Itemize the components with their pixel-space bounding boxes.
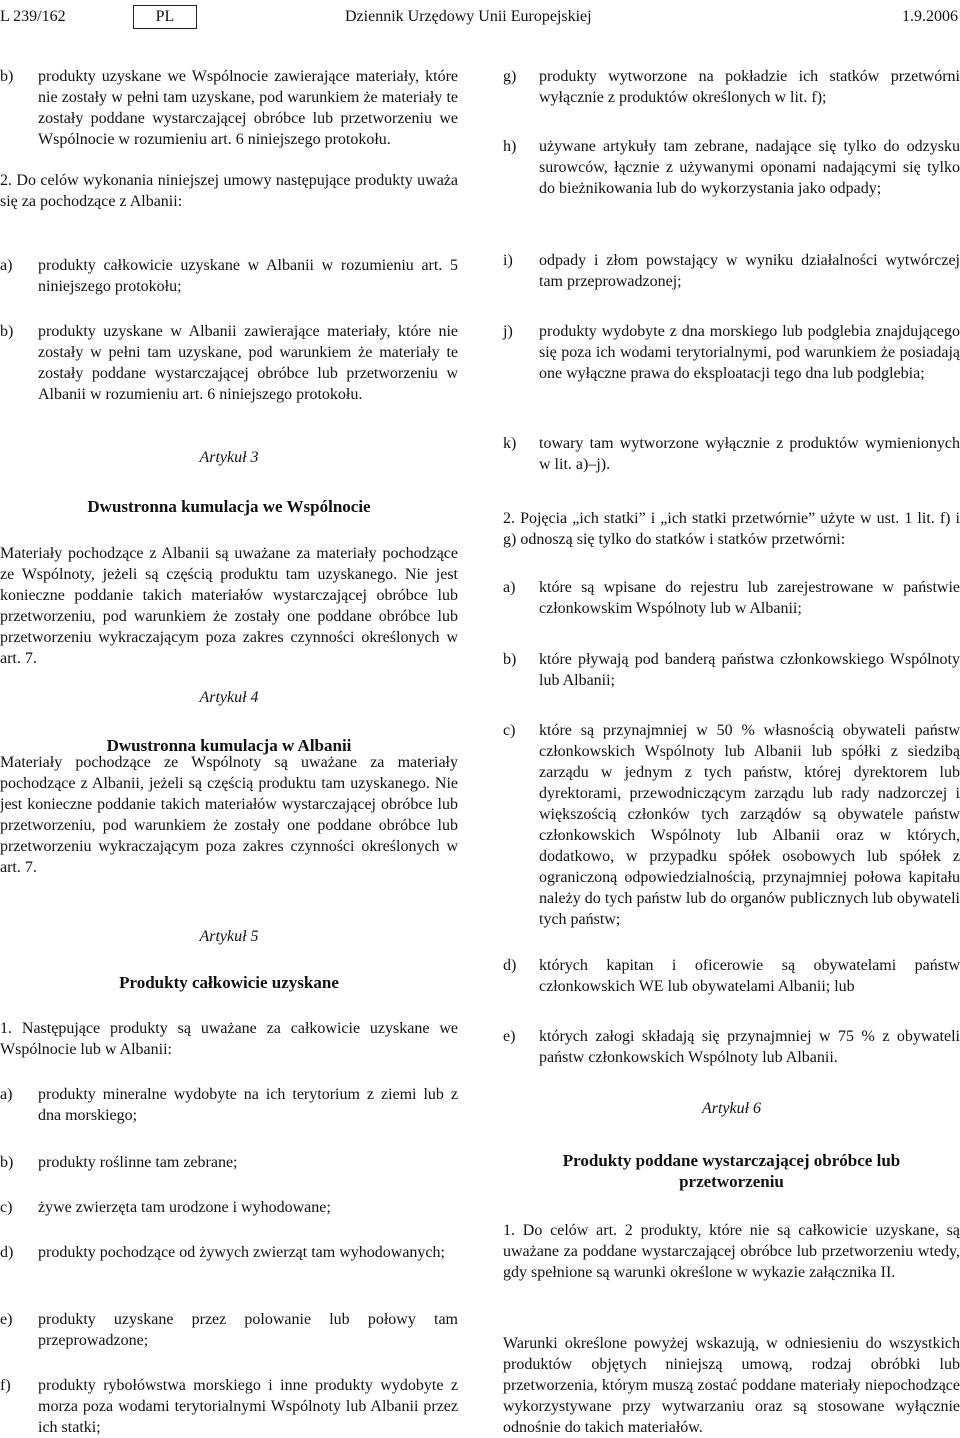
item-label: b) bbox=[0, 68, 14, 85]
item-text: odpady i złom powstający w wyniku działalności wytwórczej tam przeprowadzonej; bbox=[539, 252, 960, 290]
article-number: Artykuł 3 bbox=[199, 449, 259, 466]
item-text: produkty całkowicie uzyskane w Albanii w rozumieniu art. 5 niniejszego protokołu; bbox=[38, 257, 458, 295]
item-text: produkty wydobyte z dna morskiego lub podglebia znajdującego się poza ich wodami terytorialnymi, pod warunkiem że posiadają one wyłączne prawa do eksploatacji tego dna lub podglebia; bbox=[539, 323, 960, 382]
item-label: i) bbox=[503, 252, 513, 269]
item-label: g) bbox=[503, 68, 517, 85]
item-label: a) bbox=[0, 1086, 13, 1103]
item-text: których kapitan i oficerowie są obywatelami państw członkowskich WE lub obywatelami Albanii; lub bbox=[539, 957, 960, 995]
article-number: Artykuł 4 bbox=[199, 689, 259, 706]
item-label: f) bbox=[0, 1377, 11, 1394]
article-heading: Produkty całkowicie uzyskane bbox=[119, 973, 339, 992]
item-label: b) bbox=[0, 1154, 14, 1171]
item-text: produkty rybołówstwa morskiego i inne produkty wydobyte z morza poza wodami terytorialnymi Wspólnoty lub Albanii przez ich statki; bbox=[38, 1377, 458, 1436]
item-label: e) bbox=[0, 1311, 13, 1328]
item-text: które są wpisane do rejestru lub zarejestrowane w państwie członkowskim Wspólnoty lub w Albanii; bbox=[539, 579, 960, 617]
publication-date: 1.9.2006 bbox=[902, 8, 958, 25]
item-text: towary tam wytworzone wyłącznie z produktów wymienionych w lit. a)–j). bbox=[539, 435, 960, 473]
item-label: h) bbox=[503, 138, 517, 155]
article-heading: Dwustronna kumulacja w Albanii bbox=[106, 736, 352, 755]
item-text: produkty pochodzące od żywych zwierząt tam wyhodowanych; bbox=[38, 1244, 445, 1261]
article-paragraph: Materiały pochodzące z Albanii są uważane za materiały pochodzące ze Wspólnoty, jeżeli są częścią produktu tam uzyskanego. Nie jest konieczne poddanie takich materiałów wystarczającej obróbce lub przetworzeniu, pod warunkiem że zostały one poddane obróbce lub przetworzeniu wykraczającym poza zakres czynności określonych w art. 7. bbox=[0, 545, 458, 667]
article-paragraph: 1. Do celów art. 2 produkty, które nie są całkowicie uzyskane, są uważane za poddane wystarczającej obróbce lub przetworzeniu wtedy, gdy spełnione są warunki określone w wykazie załącznika II. bbox=[503, 1222, 960, 1281]
item-text: produkty uzyskane we Wspólnocie zawierające materiały, które nie zostały w pełni tam uzyskane, pod warunkiem że materiały te zostały poddane wystarczającej obróbce lub przetworzeniu we Wspólnocie w rozumieniu art. 6 niniejszego protokołu. bbox=[38, 68, 458, 148]
article-number: Artykuł 6 bbox=[701, 1100, 762, 1117]
item-label: k) bbox=[503, 435, 517, 452]
item-label: c) bbox=[0, 1199, 13, 1216]
journal-reference: L 239/162 bbox=[0, 8, 66, 25]
item-label: a) bbox=[503, 579, 516, 596]
item-label: b) bbox=[0, 323, 14, 340]
item-label: c) bbox=[503, 722, 516, 739]
item-text: które są przynajmniej w 50 % własnością obywateli państw członkowskich Wspólnoty lub Albanii lub spółki z siedzibą zarządu w jednym z tych państw, której dyrektorem lub dyrektorami, przewodniczącym zarządu lub rady nadzorczej i większością członków tych zarządów są obywatele państw członkowskich Wspólnoty lub Albanii oraz w których, dodatkowo, w przypadku spółek osobowych lub spółek z ograniczoną odpowiedzialnością, przynajmniej połowa kapitału należy do tych państw lub do organów publicznych lub obywateli tych państw; bbox=[539, 722, 960, 928]
item-text: które pływają pod banderą państwa członkowskiego Wspólnoty lub Albanii; bbox=[539, 651, 960, 689]
item-text: używane artykuły tam zebrane, nadające się tylko do odzysku surowców, łącznie z używanymi oponami nadającymi się tylko do bieżnikowania lub do wykorzystania jako odpady; bbox=[539, 138, 960, 197]
paragraph-2: 2. Do celów wykonania niniejszej umowy następujące produkty uważa się za pochodzące z Albanii: bbox=[0, 172, 458, 210]
item-text: produkty uzyskane przez polowanie lub połowy tam przeprowadzone; bbox=[38, 1311, 458, 1349]
item-text: żywe zwierzęta tam urodzone i wyhodowane; bbox=[38, 1199, 331, 1216]
item-label: d) bbox=[0, 1244, 14, 1261]
language-badge: PL bbox=[133, 5, 197, 29]
article-heading: Dwustronna kumulacja we Wspólnocie bbox=[87, 497, 371, 516]
article-number: Artykuł 5 bbox=[199, 928, 259, 945]
item-text: produkty roślinne tam zebrane; bbox=[38, 1154, 238, 1171]
article-heading: Produkty poddane wystarczającej obróbce lub przetworzeniu bbox=[562, 1151, 901, 1191]
item-label: a) bbox=[0, 257, 13, 274]
paragraph-2: 2. Pojęcia „ich statki” i „ich statki przetwórnie” użyte w ust. 1 lit. f) i g) odnoszą się tylko do statków i statków przetwórni: bbox=[503, 510, 960, 548]
article-paragraph: Warunki określone powyżej wskazują, w odniesieniu do wszystkich produktów objętych niniejszą umową, rodzaj obróbki lub przetworzenia, którym muszą zostać poddane materiały niepochodzące wykorzystywane przy wytwarzaniu oraz są stosowane wyłącznie odnośnie do takich materiałów. bbox=[503, 1335, 960, 1436]
page-header bbox=[0, 5, 960, 29]
article-paragraph-text: Materiały pochodzące ze Wspólnoty są uważane za materiały pochodzące z Albanii, jeżeli są częścią produktu tam uzyskanego. Nie jest konieczne poddanie takich materiałów wystarczającej obróbce lub przetworzeniu, pod warunkiem że zostały one poddane obróbce lub przetworzeniu wykraczającym poza zakres czynności określonych w art. 7. bbox=[0, 754, 458, 876]
item-text: produkty wytworzone na pokładzie ich statków przetwórni wyłącznie z produktów określonych w lit. f); bbox=[539, 68, 960, 106]
item-label: j) bbox=[503, 323, 513, 340]
item-text: produkty uzyskane w Albanii zawierające materiały, które nie zostały w pełni tam uzyskane, pod warunkiem że materiały te zostały poddane wystarczającej obróbce lub przetworzeniu w Albanii w rozumieniu art. 6 niniejszego protokołu. bbox=[38, 323, 458, 403]
item-text: produkty mineralne wydobyte na ich terytorium z ziemi lub z dna morskiego; bbox=[38, 1086, 458, 1124]
item-text: których załogi składają się przynajmniej w 75 % z obywateli państw członkowskich Wspólnoty lub Albanii. bbox=[539, 1028, 960, 1066]
item-label: e) bbox=[503, 1028, 516, 1045]
article-paragraph: 1. Następujące produkty są uważane za całkowicie uzyskane we Wspólnocie lub w Albanii: bbox=[0, 1020, 458, 1058]
item-label: b) bbox=[503, 651, 517, 668]
item-label: d) bbox=[503, 957, 517, 974]
journal-title: Dziennik Urzędowy Unii Europejskiej bbox=[345, 8, 592, 25]
